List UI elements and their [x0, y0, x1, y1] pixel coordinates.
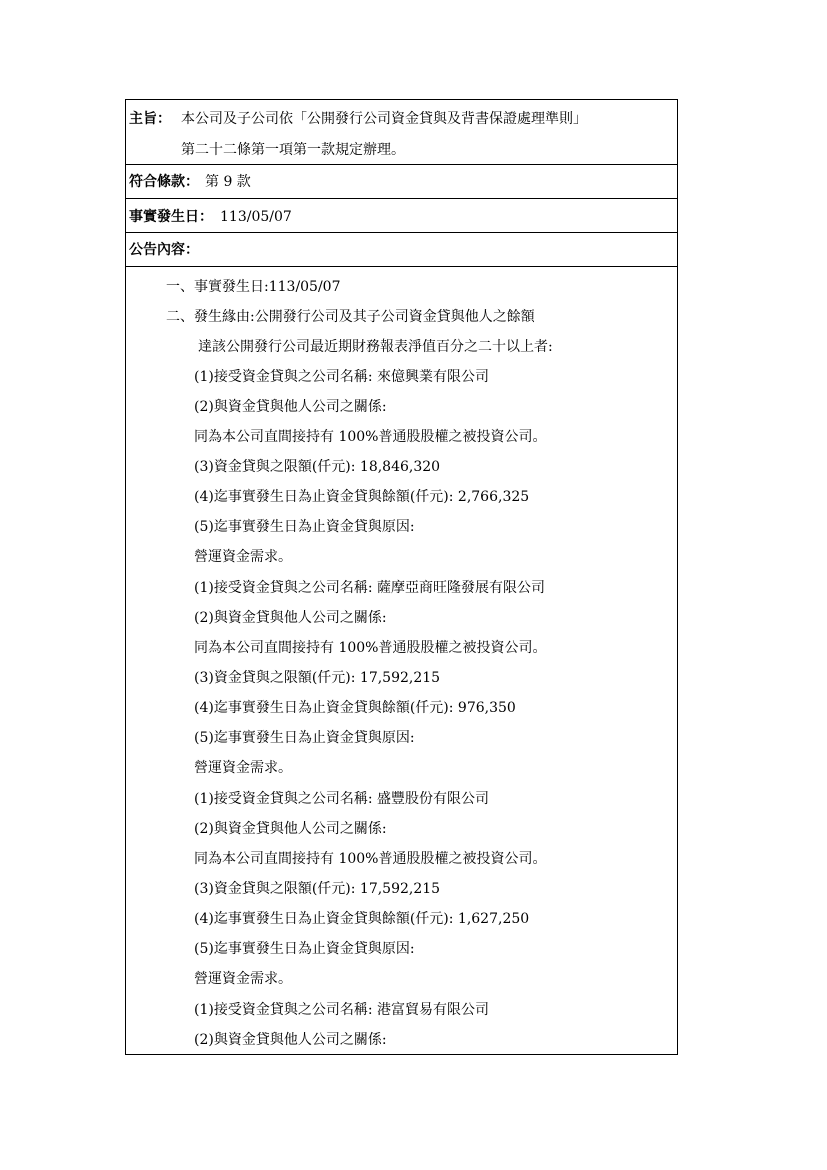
entry-2-relation-label: (2)與資金貸與他人公司之關係:: [194, 610, 387, 626]
event-date-value: 113/05/07: [220, 209, 292, 225]
entry-1-relation-label: (2)與資金貸與他人公司之關係:: [194, 399, 387, 415]
entry-3-reason-label: (5)迄事實發生日為止資金貸與原因:: [194, 941, 415, 957]
entry-2-reason-label: (5)迄事實發生日為止資金貸與原因:: [194, 730, 415, 746]
event-date-row: [126, 199, 677, 233]
entry-2-reason: 營運資金需求。: [194, 760, 292, 776]
clause-label: 符合條款：: [129, 174, 199, 190]
entry-3-relation-label: (2)與資金貸與他人公司之關係:: [194, 821, 387, 837]
announcement-table: [125, 99, 678, 1055]
entry-2-relation: 同為本公司直間接持有 100%普通股股權之被投資公司。: [194, 640, 547, 656]
entry-2-name: (1)接受資金貸與之公司名稱: 薩摩亞商旺隆發展有限公司: [194, 580, 545, 596]
announcement-label: 公告內容：: [129, 242, 199, 258]
entry-1-reason: 營運資金需求。: [194, 549, 292, 565]
entry-1-balance: (4)迄事實發生日為止資金貸與餘額(仟元): 2,766,325: [194, 489, 530, 505]
subject-line-1: 本公司及子公司依「公開發行公司資金貸與及背書保證處理準則」: [181, 111, 587, 127]
subject-label: 主旨：: [129, 111, 171, 127]
clause-value: 第 9 款: [205, 174, 251, 190]
entry-4-name: (1)接受資金貸與之公司名稱: 港富貿易有限公司: [194, 1002, 489, 1018]
item-2-continued: 達該公開發行公司最近期財務報表淨值百分之二十以上者:: [198, 339, 553, 355]
event-date-label: 事實發生日：: [129, 209, 213, 225]
entry-3-limit: (3)資金貸與之限額(仟元): 17,592,215: [194, 881, 441, 897]
item-2: 二、發生緣由:公開發行公司及其子公司資金貸與他人之餘額: [166, 309, 535, 325]
subject-row: [126, 100, 677, 165]
entry-2-limit: (3)資金貸與之限額(仟元): 17,592,215: [194, 670, 441, 686]
entry-1-reason-label: (5)迄事實發生日為止資金貸與原因:: [194, 519, 415, 535]
entry-3-reason: 營運資金需求。: [194, 971, 292, 987]
entry-2-balance: (4)迄事實發生日為止資金貸與餘額(仟元): 976,350: [194, 700, 516, 716]
entry-3-name: (1)接受資金貸與之公司名稱: 盛豐股份有限公司: [194, 791, 489, 807]
entry-1-limit: (3)資金貸與之限額(仟元): 18,846,320: [194, 459, 441, 475]
item-1: 一、事實發生日:113/05/07: [166, 279, 341, 295]
entry-1-name: (1)接受資金貸與之公司名稱: 來億興業有限公司: [194, 369, 489, 385]
subject-line-2: 第二十二條第一項第一款規定辦理。: [181, 142, 405, 158]
entry-4-relation-label: (2)與資金貸與他人公司之關係:: [194, 1032, 387, 1048]
clause-row: [126, 165, 677, 199]
entry-3-balance: (4)迄事實發生日為止資金貸與餘額(仟元): 1,627,250: [194, 911, 530, 927]
entry-1-relation: 同為本公司直間接持有 100%普通股股權之被投資公司。: [194, 429, 547, 445]
announcement-label-row: [126, 233, 677, 267]
announcement-content: [126, 267, 677, 1054]
entry-3-relation: 同為本公司直間接持有 100%普通股股權之被投資公司。: [194, 851, 547, 867]
